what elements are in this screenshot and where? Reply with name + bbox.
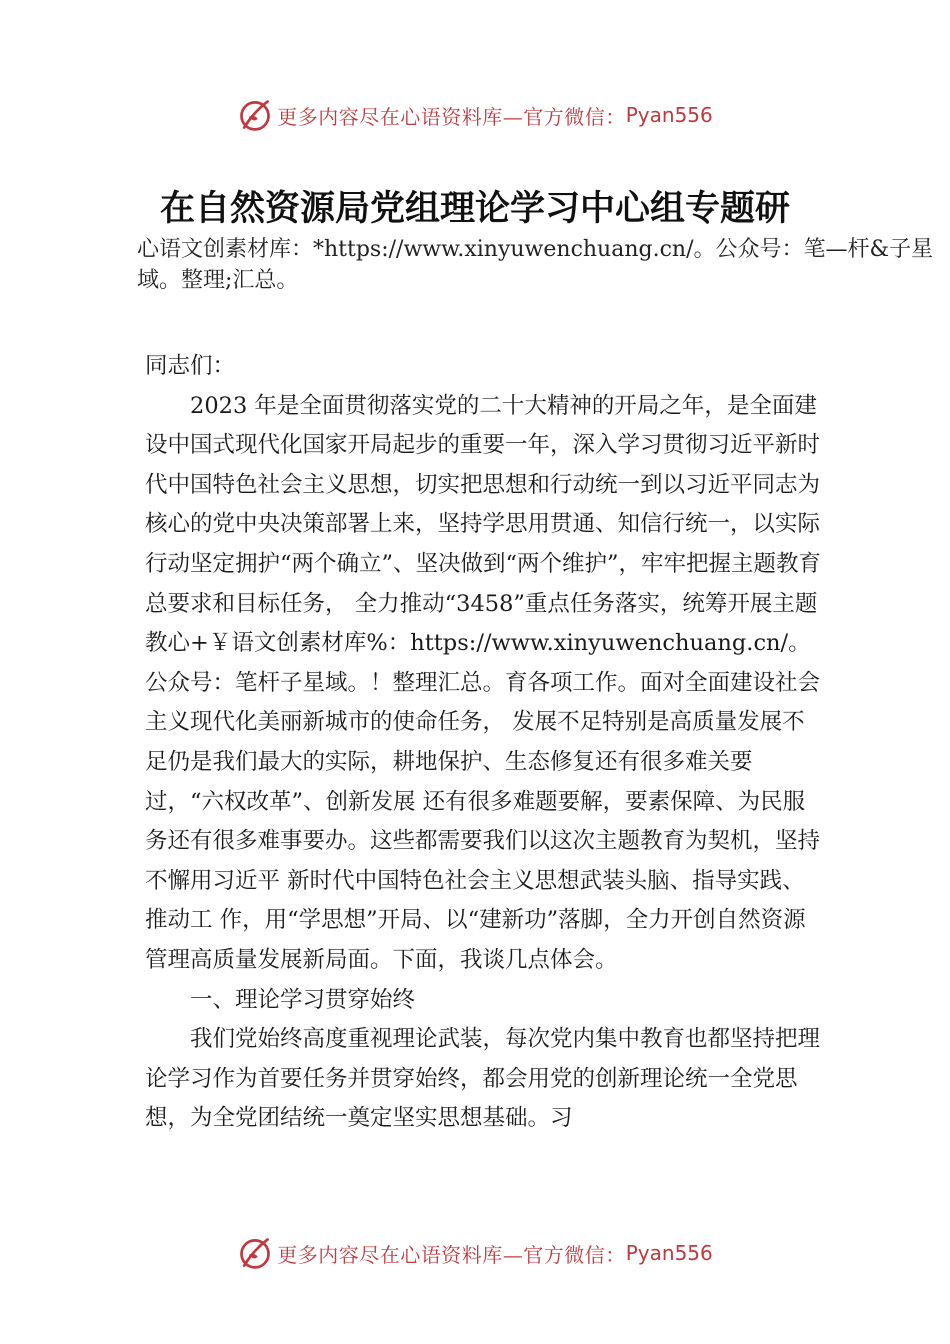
body-paragraph: 2023 年是全面贯彻落实党的二十大精神的开局之年，是全面建设中国式现代化国家开局起步的重要一年，深入学习贯彻习近平新时代中国特色社会主义思想，切实把思想和行动统一到以习近平同志为核心的党中央决策部署上来，坚持学思用贯通、知信行统一，以实际行动坚定拥护“两个确立”、坚决做到“两个维护”，牢牢把握主题教育总要求和目标任务， 全力推动“3458”重点任务落实，统筹开展主题教心+￥语文创素材库%：https://www.xinyuwenchuang.cn/。公众号：笔杆子星域。！整理汇总。育各项工作。面对全面建设社会主义现代化美丽新城市的使命任务， 发展不足特别是高质量发展不足仍是我们最大的实际，耕地保护、生态修复还有很多难关要过，“六权改革”、创新发展 还有很多难题要解，要素保障、为民服务还有很多难事要办。这些都需要我们以这次主题教育为契机，坚持不懈用习近平 新时代中国特色社会主义思想武装头脑、指导实践、推动工 作，用“学思想”开局、以“建新功”落脚，全力开创自然资源管理高质量发展新局面。下面，我谈几点体会。: [145, 392, 822, 973]
document-body: [145, 347, 825, 1139]
document-title: 在自然资源局党组理论学习中心组专题研: [159, 188, 790, 229]
watermark-header: [0, 95, 950, 135]
salutation: 同志们：: [145, 353, 236, 379]
watermark-wechat-id: Pyan556: [625, 1241, 713, 1265]
brush-seal-icon: [237, 97, 273, 133]
section-paragraph: 我们党始终高度重视理论武装，每次党内集中教育也都坚持把理论学习作为首要任务并贯穿始终，都会用党的创新理论统一全党思想，为全党团结统一奠定坚实思想基础。习: [145, 1026, 821, 1132]
source-note: 心语文创素材库：*https://www.xinyuwenchuang.cn/。公众号：笔—杆&子星域。整理;汇总。: [137, 237, 934, 293]
watermark-text: 更多内容尽在心语资料库—官方微信：: [277, 1242, 626, 1267]
watermark-footer: [0, 1233, 950, 1273]
watermark-wechat-id: Pyan556: [625, 103, 713, 127]
brush-seal-icon: [237, 1235, 273, 1271]
section-heading: 一、理论学习贯穿始终: [190, 986, 416, 1013]
watermark-text: 更多内容尽在心语资料库—官方微信：: [277, 104, 626, 129]
